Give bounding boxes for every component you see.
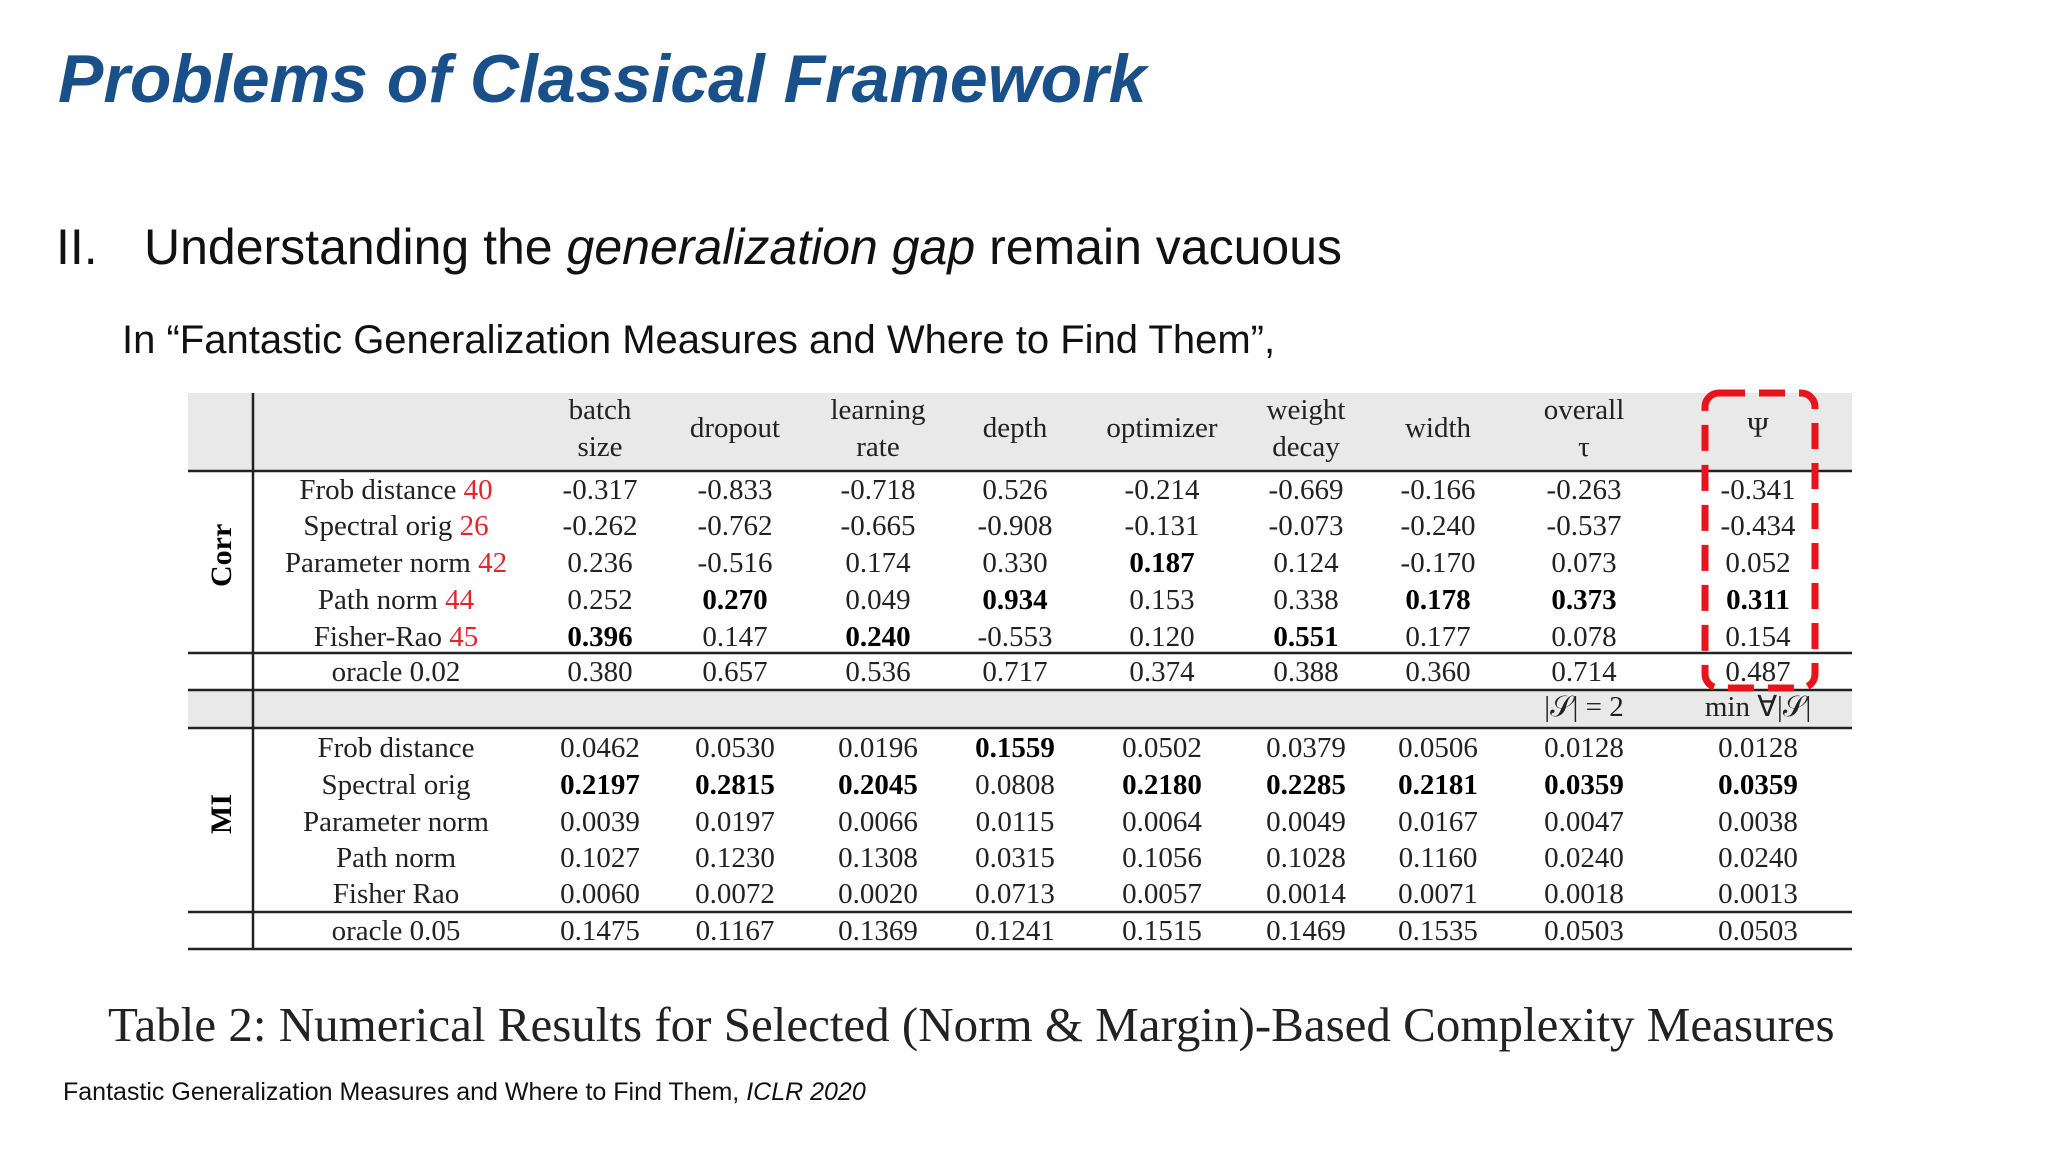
table-cell: 0.360 [1405, 656, 1471, 688]
table-cell: 0.174 [845, 547, 911, 579]
table-cell: 0.380 [567, 656, 633, 688]
row-label-reference: 42 [478, 547, 508, 579]
row-label-text: Spectral orig [321, 769, 471, 801]
table-cell: 0.0167 [1398, 806, 1478, 838]
table-cell: 0.2181 [1398, 769, 1478, 801]
table-cell: 0.2197 [560, 769, 640, 801]
table-cell: 0.396 [567, 621, 633, 653]
table-cell: 0.1535 [1398, 915, 1478, 947]
table-cell: 0.373 [1551, 584, 1617, 616]
bullet-number: II. [56, 219, 98, 275]
table-cell: -0.131 [1124, 510, 1200, 542]
table-cell: -0.434 [1720, 510, 1796, 542]
table-cell: -0.516 [697, 547, 773, 579]
table-cell: 0.0064 [1122, 806, 1202, 838]
table-cell: 0.0462 [560, 732, 640, 764]
column-header-line1: weight [1266, 394, 1346, 426]
table-cell: 0.0197 [695, 806, 775, 838]
row-label [256, 545, 536, 582]
row-label [256, 804, 536, 841]
bullet-text-pre: Understanding the [144, 219, 567, 275]
table-cell: 0.0359 [1544, 769, 1624, 801]
table-cell: 0.1241 [975, 915, 1055, 947]
table-cell: 0.330 [982, 547, 1048, 579]
bullet-text-emphasis: generalization gap [566, 219, 976, 275]
table-cell: 0.1028 [1266, 842, 1346, 874]
table-cell: -0.908 [977, 510, 1053, 542]
row-label [256, 508, 536, 545]
row-label-reference: 40 [463, 474, 493, 506]
column-header-line2: rate [856, 431, 900, 463]
row-label-text: oracle 0.02 [331, 656, 461, 688]
row-label-text: Fisher-Rao [313, 621, 450, 653]
table-cell: 0.0359 [1718, 769, 1798, 801]
table-cell: -0.833 [697, 474, 773, 506]
citation-text: Fantastic Generalization Measures and Where to Find Them, [63, 1078, 747, 1106]
row-label-text: oracle 0.05 [331, 915, 461, 947]
table-cell: 0.154 [1725, 621, 1791, 653]
table-cell: 0.1469 [1266, 915, 1346, 947]
table-cell: 0.0072 [695, 878, 775, 910]
row-label [256, 876, 536, 913]
column-header-line1: optimizer [1106, 412, 1218, 444]
table-cell: -0.073 [1268, 510, 1344, 542]
table-cell: -0.170 [1400, 547, 1476, 579]
table-cell: 0.0196 [838, 732, 918, 764]
column-header [665, 410, 805, 447]
table-cell: 0.526 [982, 474, 1048, 506]
column-header-line2: τ [1578, 431, 1590, 463]
row-label-text: Fisher Rao [332, 878, 460, 910]
table-cell: 0.717 [982, 656, 1048, 688]
table-cell: -0.240 [1400, 510, 1476, 542]
table-cell: 0.0240 [1544, 842, 1624, 874]
table-cell: 0.1167 [695, 915, 775, 947]
table-cell: -0.537 [1546, 510, 1622, 542]
table-cell: 0.1475 [560, 915, 640, 947]
column-header-line1: depth [982, 412, 1048, 444]
column-header-line1: overall [1543, 394, 1625, 426]
row-label-text: Path norm [335, 842, 457, 874]
table-cell: 0.0713 [975, 878, 1055, 910]
table-cell: 0.374 [1129, 656, 1195, 688]
table-cell: 0.487 [1725, 656, 1791, 688]
separator-label: min ∀|𝒮| [1704, 691, 1812, 723]
row-label-reference: 26 [459, 510, 489, 542]
column-header-line1: learning [830, 394, 926, 426]
row-label [256, 840, 536, 877]
group-label-corr: Corr [205, 523, 238, 587]
table-cell: 0.270 [702, 584, 768, 616]
table-cell: 0.073 [1551, 547, 1617, 579]
column-header [808, 392, 948, 466]
table-cell: -0.317 [562, 474, 638, 506]
column-header-line2: size [577, 431, 623, 463]
table-cell: 0.0047 [1544, 806, 1624, 838]
table-cell: 0.0503 [1544, 915, 1624, 947]
row-label [256, 913, 536, 950]
table-cell: 0.0038 [1718, 806, 1798, 838]
table-cell: 0.1308 [838, 842, 918, 874]
table-cell: 0.0315 [975, 842, 1055, 874]
row-label-text: Spectral orig [303, 510, 460, 542]
table-cell: 0.0020 [838, 878, 918, 910]
table-cell: 0.338 [1273, 584, 1339, 616]
table-cell: 0.0530 [695, 732, 775, 764]
table-cell: 0.388 [1273, 656, 1339, 688]
table-cell: 0.0018 [1544, 878, 1624, 910]
table-cell: -0.341 [1720, 474, 1796, 506]
table-cell: 0.1056 [1122, 842, 1202, 874]
table-cell: -0.762 [697, 510, 773, 542]
table-cell: 0.252 [567, 584, 633, 616]
table-cell: 0.0014 [1266, 878, 1346, 910]
table-cell: 0.0013 [1718, 878, 1798, 910]
table-cell: -0.214 [1124, 474, 1200, 506]
table-cell: 0.0503 [1718, 915, 1798, 947]
table-cell: -0.665 [840, 510, 916, 542]
column-header [1236, 392, 1376, 466]
table-cell: 0.1160 [1398, 842, 1478, 874]
table-cell: 0.2285 [1266, 769, 1346, 801]
column-header [1514, 392, 1654, 466]
table-cell: 0.0060 [560, 878, 640, 910]
table-cell: 0.2815 [695, 769, 775, 801]
column-header-line1: Ψ [1747, 412, 1769, 444]
table-cell: 0.178 [1405, 584, 1471, 616]
row-label-text: Path norm [317, 584, 446, 616]
table-cell: 0.0049 [1266, 806, 1346, 838]
row-label-reference: 44 [445, 584, 475, 616]
table-cell: 0.0128 [1544, 732, 1624, 764]
row-label [256, 654, 536, 691]
table-cell: 0.2180 [1122, 769, 1202, 801]
table-cell: 0.657 [702, 656, 768, 688]
group-label-mi: MI [205, 794, 238, 834]
citation-venue: ICLR 2020 [746, 1078, 866, 1106]
table-cell: 0.147 [702, 621, 768, 653]
table-cell: 0.052 [1725, 547, 1791, 579]
column-header [1688, 410, 1828, 447]
row-label-reference: 45 [449, 621, 479, 653]
table-cell: 0.1369 [838, 915, 918, 947]
row-label [256, 582, 536, 619]
table-cell: 0.187 [1129, 547, 1195, 579]
row-label [256, 767, 536, 804]
table-cell: -0.263 [1546, 474, 1622, 506]
row-label [256, 730, 536, 767]
table-cell: 0.078 [1551, 621, 1617, 653]
intro-text: In “Fantastic Generalization Measures and Where to Find Them”, [122, 318, 1276, 362]
row-label [256, 472, 536, 509]
table-cell: 0.1027 [560, 842, 640, 874]
table-cell: 0.236 [567, 547, 633, 579]
table-cell: 0.1515 [1122, 915, 1202, 947]
table-cell: 0.536 [845, 656, 911, 688]
table-cell: 0.0128 [1718, 732, 1798, 764]
column-header-line1: batch [568, 394, 632, 426]
table-cell: 0.714 [1551, 656, 1617, 688]
table-cell: 0.1230 [695, 842, 775, 874]
column-header-line1: width [1404, 412, 1472, 444]
column-header-line1: dropout [689, 412, 781, 444]
table-caption: Table 2: Numerical Results for Selected (Norm & Margin)-Based Complexity Measures [108, 997, 1835, 1052]
table-cell: 0.0057 [1122, 878, 1202, 910]
table-cell: 0.934 [982, 584, 1048, 616]
row-label [256, 619, 536, 656]
row-label-text: Parameter norm [284, 547, 479, 579]
table-cell: 0.0506 [1398, 732, 1478, 764]
table-cell: 0.124 [1273, 547, 1339, 579]
slide-title: Problems of Classical Framework [58, 41, 1147, 117]
table-cell: -0.553 [977, 621, 1053, 653]
table-cell: 0.0066 [838, 806, 918, 838]
row-label-text: Parameter norm [302, 806, 489, 838]
table-cell: 0.0039 [560, 806, 640, 838]
table-cell: -0.669 [1268, 474, 1344, 506]
table-cell: 0.177 [1405, 621, 1471, 653]
table-cell: 0.0115 [975, 806, 1055, 838]
table-cell: 0.0071 [1398, 878, 1478, 910]
table-cell: 0.2045 [838, 769, 918, 801]
column-header-line2: decay [1272, 431, 1340, 463]
table-cell: -0.262 [562, 510, 638, 542]
row-label-text: Frob distance [299, 474, 464, 506]
table-cell: 0.0240 [1718, 842, 1798, 874]
column-header [1368, 410, 1508, 447]
table-cell: 0.1559 [975, 732, 1055, 764]
table-cell: 0.0502 [1122, 732, 1202, 764]
table-cell: 0.049 [845, 584, 911, 616]
column-header [530, 392, 670, 466]
citation [63, 1078, 866, 1107]
bullet-text-post: remain vacuous [975, 219, 1343, 275]
table-cell: 0.240 [845, 621, 911, 653]
column-header [1092, 410, 1232, 447]
table-cell: 0.120 [1129, 621, 1195, 653]
table-cell: -0.166 [1400, 474, 1476, 506]
table-cell: -0.718 [840, 474, 916, 506]
row-label-text: Frob distance [317, 732, 475, 764]
table-cell: 0.0379 [1266, 732, 1346, 764]
table-cell: 0.551 [1273, 621, 1339, 653]
separator-label: |𝒮| = 2 [1544, 691, 1624, 723]
table-cell: 0.311 [1726, 584, 1790, 616]
table-cell: 0.153 [1129, 584, 1195, 616]
column-header [945, 410, 1085, 447]
table-cell: 0.0808 [975, 769, 1055, 801]
